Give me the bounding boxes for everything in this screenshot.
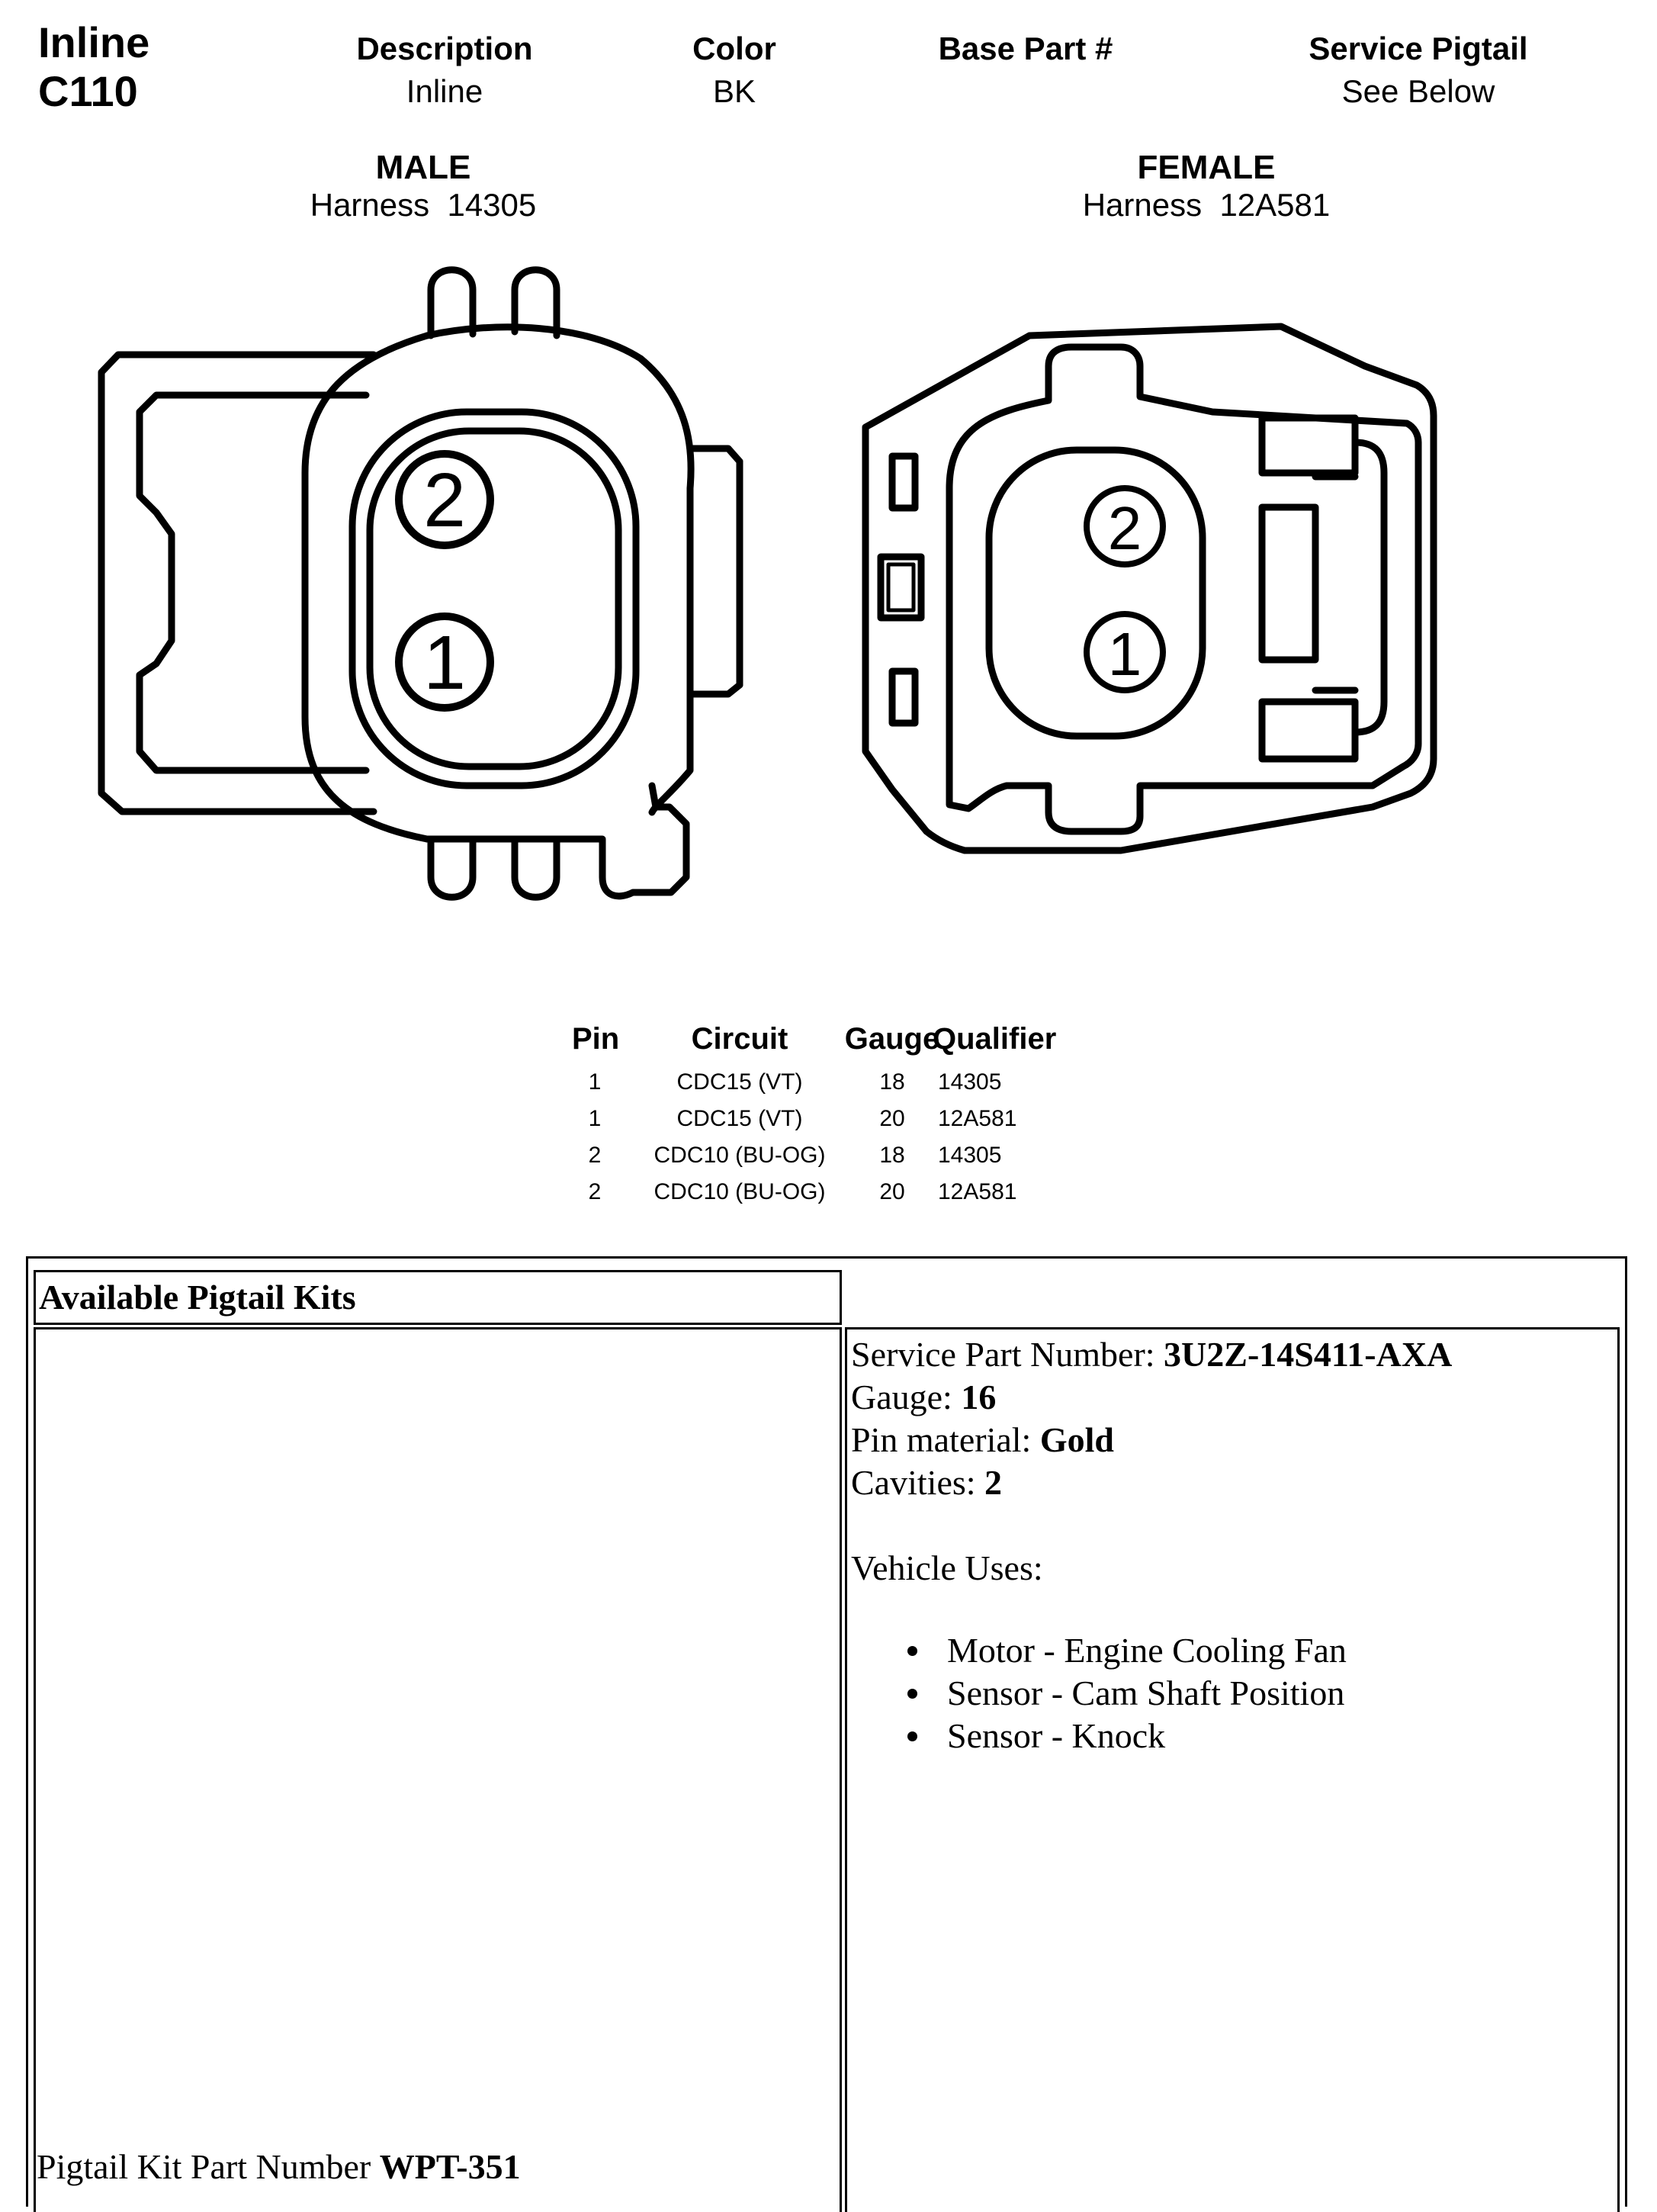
- cell-gauge: 18: [879, 1069, 905, 1095]
- list-item: Motor - Engine Cooling Fan: [907, 1629, 1347, 1672]
- description-label: Description: [356, 31, 533, 66]
- cell-qualifier: 12A581: [938, 1179, 1017, 1204]
- vehicle-uses-list: [907, 1629, 1347, 1757]
- kit-part-label: Pigtail Kit Part Number: [37, 2147, 380, 2186]
- connector-type: Inline: [38, 18, 150, 66]
- pigtail-info: [851, 1333, 1452, 1590]
- color-label: Color: [692, 31, 776, 66]
- pin-table-header: [557, 1022, 1121, 1069]
- cell-circuit: CDC10 (BU-OG): [653, 1179, 826, 1204]
- base-part-label: Base Part #: [938, 31, 1113, 66]
- male-harness: Harness 14305: [310, 187, 537, 223]
- pin-material-line: [851, 1419, 1452, 1461]
- female-title: FEMALE: [1137, 149, 1276, 186]
- header-circuit: Circuit: [691, 1022, 788, 1056]
- gauge-label: Gauge:: [851, 1378, 962, 1416]
- cell-qualifier: 14305: [938, 1069, 1002, 1095]
- service-part-line: [851, 1333, 1452, 1376]
- pigtail-kits-heading-cell: [34, 1270, 842, 1325]
- service-pigtail-label: Service Pigtail: [1309, 31, 1528, 66]
- female-pin-1: [1087, 614, 1163, 690]
- table-row: [557, 1179, 1121, 1216]
- table-row: [557, 1069, 1121, 1106]
- gauge-line: [851, 1376, 1452, 1419]
- header-pin: Pin: [572, 1022, 620, 1056]
- pin-table: [557, 1022, 1121, 1216]
- cell-gauge: 20: [879, 1106, 905, 1131]
- pin-material-value: Gold: [1039, 1420, 1114, 1459]
- description-value: Inline: [406, 73, 483, 109]
- cell-gauge: 18: [879, 1143, 905, 1168]
- pigtail-kit-part-number: [37, 2146, 521, 2187]
- cell-gauge: 20: [879, 1179, 905, 1204]
- cell-circuit: CDC15 (VT): [676, 1069, 803, 1095]
- male-pin-2-label: 2: [423, 458, 466, 543]
- female-pin-1-label: 1: [1107, 620, 1142, 688]
- cell-qualifier: 14305: [938, 1143, 1002, 1168]
- connector-id: C110: [38, 67, 138, 115]
- cell-qualifier: 12A581: [938, 1106, 1017, 1131]
- service-pigtail-value: See Below: [1341, 73, 1495, 109]
- male-pin-1-label: 1: [423, 620, 466, 706]
- cell-pin: 1: [588, 1069, 602, 1095]
- vehicle-uses-label: Vehicle Uses:: [851, 1548, 1043, 1587]
- female-pin-2: [1087, 488, 1163, 564]
- cell-circuit: CDC15 (VT): [676, 1106, 803, 1131]
- female-pin-2-label: 2: [1107, 494, 1142, 562]
- pigtail-kits-heading: Available Pigtail Kits: [39, 1278, 356, 1317]
- pin-material-label: Pin material:: [851, 1420, 1040, 1459]
- table-row: [557, 1143, 1121, 1179]
- header-qualifier: Qualifier: [933, 1022, 1057, 1056]
- male-title: MALE: [375, 149, 471, 186]
- cell-pin: 2: [588, 1179, 602, 1204]
- service-part-value: 3U2Z-14S411-AXA: [1164, 1335, 1453, 1374]
- cavities-value: 2: [984, 1463, 1003, 1502]
- cell-pin: 2: [588, 1143, 602, 1168]
- table-row: [557, 1106, 1121, 1143]
- color-value: BK: [712, 73, 756, 109]
- cell-circuit: CDC10 (BU-OG): [653, 1143, 826, 1168]
- cell-pin: 1: [588, 1106, 602, 1131]
- female-harness: Harness 12A581: [1082, 187, 1331, 223]
- pigtail-image-cell: [34, 1327, 842, 2212]
- header-gauge: Gauge: [844, 1022, 940, 1056]
- gauge-value: 16: [961, 1378, 997, 1416]
- list-item: Sensor - Cam Shaft Position: [907, 1672, 1347, 1715]
- kit-part-value: WPT-351: [379, 2147, 521, 2186]
- female-connector-diagram: [0, 0, 1657, 992]
- cavities-label: Cavities:: [851, 1463, 985, 1502]
- cavities-line: [851, 1461, 1452, 1504]
- list-item: Sensor - Knock: [907, 1715, 1347, 1757]
- service-part-label: Service Part Number:: [851, 1335, 1164, 1374]
